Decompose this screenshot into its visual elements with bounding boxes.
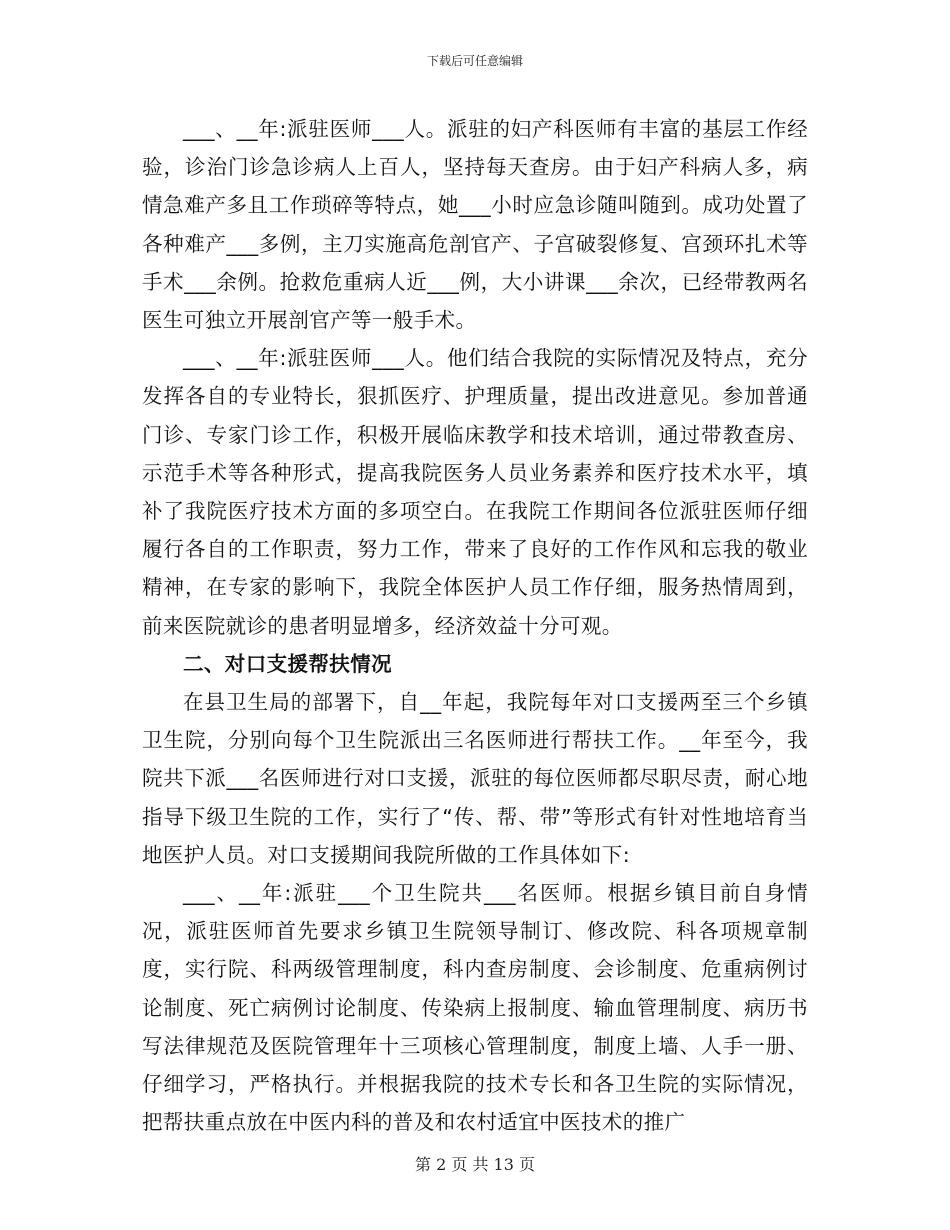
paragraph-3: 在县卫生局的部署下，自__年起，我院每年对口支援两至三个乡镇卫生院，分别向每个卫生院派出三名医师进行帮扶工作。__年至今，我院共下派___名医师进行对口支援，派驻的每位医师都尽职尽责，耐心地指导下级卫生院的工作，实行了“传、帮、带”等形式有针对性地培育当地医护人员。对口支援期间我院所做的工作具体如下: <box>142 690 808 867</box>
paragraph-4: ___、__年:派驻___个卫生院共___名医师。根据乡镇目前自身情况，派驻医师首先要求乡镇卫生院领导制订、修改院、科各项规章制度，实行院、科两级管理制度，科内查房制度、会诊制度、危重病例讨论制度、死亡病例讨论制度、传染病上报制度、输血管理制度、病历书写法律规范及医院管理年十三项核心管理制度，制度上墙、人手一册、仔细学习，严格执行。并根据我院的技术专长和各卫生院的实际情况，把帮扶重点放在中医内科的普及和农村适宜中医技术的推广 <box>142 881 808 1135</box>
paragraph-2: ___、__年:派驻医师___人。他们结合我院的实际情况及特点，充分发挥各自的专业特长，狠抓医疗、护理质量，提出改进意见。参加普通门诊、专家门诊工作，积极开展临床教学和技术培训，通过带教查房、示范手术等各种形式，提高我院医务人员业务素养和医疗技术水平，填补了我院医疗技术方面的多项空白。在我院工作期间各位派驻医师仔细履行各自的工作职责，努力工作，带来了良好的工作作风和忘我的敬业精神，在专家的影响下，我院全体医护人员工作仔细，服务热情周到，前来医院就诊的患者明显增多，经济效益十分可观。 <box>142 346 808 638</box>
paragraph-1: ___、__年:派驻医师___人。派驻的妇产科医师有丰富的基层工作经验，诊治门诊急诊病人上百人，坚持每天查房。由于妇产科病人多，病情急难产多且工作琐碎等特点，她___小时应急诊随叫随到。成功处置了各种难产___多例，主刀实施高危剖官产、子宫破裂修复、宫颈环扎术等手术___余例。抢救危重病人近___例，大小讲课___余次，已经带教两名医生可独立开展剖官产等一般手术。 <box>142 117 808 333</box>
section-heading: 二、对口支援帮扶情况 <box>183 651 392 676</box>
document-body <box>142 110 808 1141</box>
page-number: 第 2 页 共 13 页 <box>415 1155 535 1174</box>
page-header-note: 下载后可任意编辑 <box>426 54 523 68</box>
